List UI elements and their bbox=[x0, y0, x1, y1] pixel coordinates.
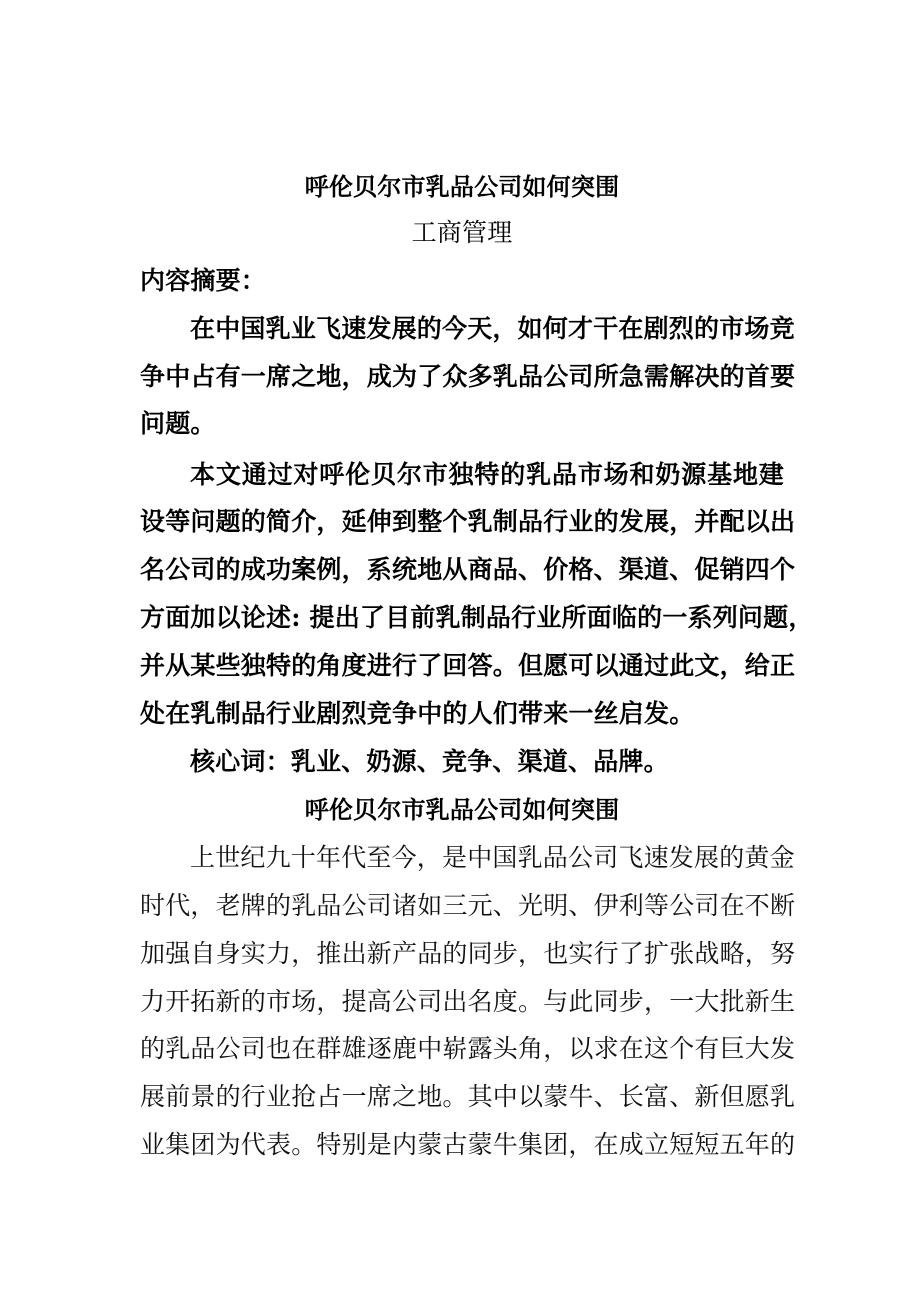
body-title: 呼伦贝尔市乳品公司如何突围 bbox=[304, 795, 620, 824]
text-line: 上世纪九十年代至今，是中国乳品公司飞速发展的黄金 bbox=[190, 843, 795, 872]
text-line: 时代，老牌的乳品公司诸如三元、光明、伊利等公司在不断 bbox=[140, 891, 796, 920]
text-line: 处在乳制品行业剧烈竞争中的人们带来一丝启发。 bbox=[140, 699, 695, 728]
document-title: 呼伦贝尔市乳品公司如何突围 bbox=[304, 172, 620, 201]
keywords: 核心词：乳业、奶源、竞争、渠道、品牌。 bbox=[190, 747, 669, 776]
abstract-heading: 内容摘要： bbox=[140, 266, 267, 295]
text-line: 力开拓新的市场，提高公司出名度。与此同步，一大批新生 bbox=[140, 987, 796, 1016]
text-line: 本文通过对呼伦贝尔市独特的乳品市场和奶源基地建 bbox=[190, 460, 784, 489]
text-line: 方面加以论述: 提出了目前乳制品行业所面临的一系列问题， bbox=[140, 603, 814, 632]
text-line: 问题。 bbox=[140, 409, 216, 438]
text-line: 加强自身实力，推出新产品的同步，也实行了扩张战略，努 bbox=[140, 939, 796, 968]
text-line: 展前景的行业抢占一席之地。其中以蒙牛、长富、新但愿乳 bbox=[140, 1082, 796, 1111]
document-subtitle: 工商管理 bbox=[411, 218, 513, 247]
text-line: 的乳品公司也在群雄逐鹿中崭露头角，以求在这个有巨大发 bbox=[140, 1034, 796, 1063]
text-line: 名公司的成功案例，系统地从商品、价格、渠道、促销四个 bbox=[140, 555, 796, 584]
text-line: 并从某些独特的角度进行了回答。但愿可以通过此文，给正 bbox=[140, 651, 796, 680]
text-line: 在中国乳业飞速发展的今天，如何才干在剧烈的市场竞 bbox=[190, 314, 795, 343]
text-line: 业集团为代表。特别是内蒙古蒙牛集团，在成立短短五年的 bbox=[140, 1130, 796, 1159]
text-line: 设等问题的简介，延伸到整个乳制品行业的发展，并配以出 bbox=[140, 507, 796, 536]
text-line: 争中占有一席之地，成为了众多乳品公司所急需解决的首要 bbox=[140, 362, 796, 391]
